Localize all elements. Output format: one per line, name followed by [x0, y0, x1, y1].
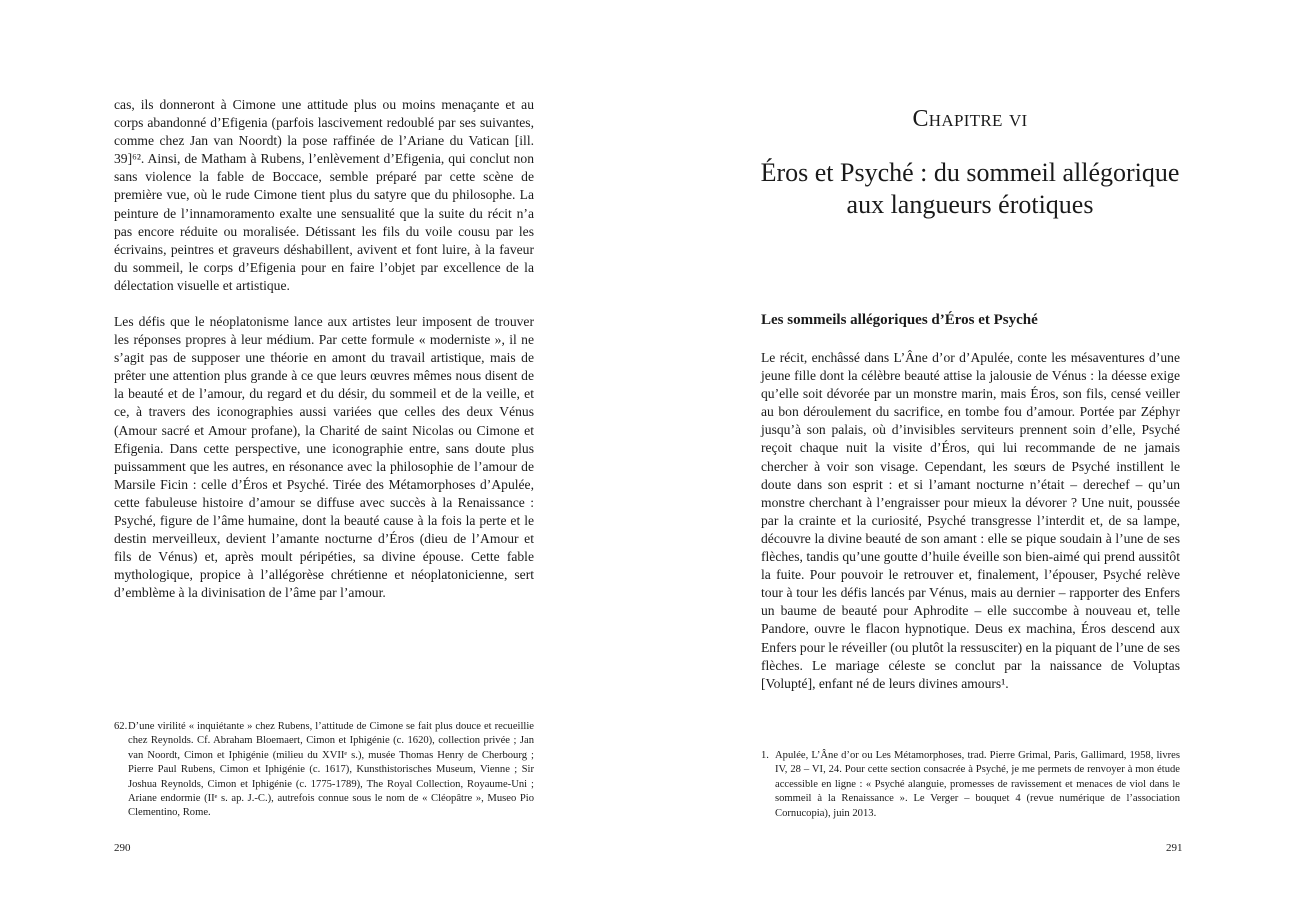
right-page-number: 291 — [1166, 842, 1183, 854]
left-paragraph-1 — [114, 96, 534, 295]
left-paragraph-2-text: Les défis que le néoplatonisme lance aux artistes leur imposent de trouver les réponses propres à leur médium. Par cette formule « moderniste », il ne s’agit pas de supposer une théorie en amont du travail artistique, mais de prêter une attention plus grande à ce que leurs œuvres mêmes nous disent de la beauté et de l’amour, du regard et du désir, du sommeil et de la veille, et ce, à travers des iconographies aussi variées que celles des deux Vénus (Amour sacré et Amour profane), la Charité de saint Nicolas ou Cimone et Efigenia. Dans cette perspective, une iconographie entre, sans doute plus puissamment que les autres, en résonance avec la philosophie de l’amour de Marsile Ficin : celle d’Éros et Psyché. Tirée des Métamorphoses d’Apulée, cette fabuleuse histoire d’amour se diffuse avec succès à la Renaissance : Psyché, figure de l’âme humaine, dont la beauté cause à la fois la perte et le destin merveilleux, devient l’amante nocturne d’Éros (dieu de l’Amour et fils de Vénus) et, après moult péripéties, sa divine épouse. Cette fable mythologique, propice à l’allégorèse chrétienne et néoplatonicienne, sert d’emblème à la divinisation de l’âme par l’amour. — [114, 314, 534, 601]
left-footnote-number: 62. — [114, 721, 128, 732]
right-footnote — [761, 749, 1180, 821]
right-paragraph-1 — [761, 349, 1180, 693]
left-page-number: 290 — [114, 842, 131, 854]
right-page — [646, 0, 1293, 913]
right-footnote-text: Apulée, L’Âne d’or ou Les Métamorphoses, trad. Pierre Grimal, Paris, Gallimard, 1958, livres IV, 28 – VI, 24. Pour cette section consacrée à Psyché, je me permets de renvoyer à mon étude accessible en ligne : « Psyché alanguie, promesses de ravissement et menaces de viol dans le sommeil à la Renaissance ». Le Verger – bouquet 4 (revue numérique de l’association Cornucopia), juin 2013. — [775, 750, 1180, 819]
right-footnote-number: 1. — [761, 750, 769, 761]
left-footnote-text: D’une virilité « inquiétante » chez Rubens, l’attitude de Cimone se fait plus douce et recueillie chez Reynolds. Cf. Abraham Bloemaert, Cimon et Iphigénie (c. 1620), collection privée ; Jan van Noordt, Cimon et Iphigénie (milieu du XVIIᵉ s.), musée Thomas Henry de Cherbourg ; Pierre Paul Rubens, Cimon et Iphigénie (c. 1617), Kunsthistorisches Museum, Vienne ; Sir Joshua Reynolds, Cimon et Iphigénie (c. 1775-1789), The Royal Collection, Royaume-Uni ; Ariane endormie (IIᵉ s. ap. J.-C.), autrefois connue sous le nom de « Cléopâtre », Museo Pio Clementino, Rome. — [128, 721, 534, 819]
left-page — [0, 0, 646, 913]
left-paragraph-1-text: cas, ils donneront à Cimone une attitude plus ou moins menaçante et au corps abandonné d’Efigenia (parfois lascivement redoublé par ses suivantes, comme chez Jan van Noordt) la pose raffinée de l’Ariane du Vatican [ill. 39]⁶². Ainsi, de Matham à Rubens, l’enlèvement d’Efigenia, qui conclut non sans violence la fable de Boccace, semble préparé par cette scène de première vue, où le rude Cimone tient plus du satyre que du philosophe. La peinture de l’innamoramento exalte une sensualité que la suite du récit n’a pas encore réduite ou moralisée. Détissant les fils du voile cousu par les écrivains, peintres et graveurs déshabillent, avivent et font luire, à la faveur du sommeil, le corps d’Efigenia pour en faire l’objet par excellence de la délectation visuelle et artistique. — [114, 97, 534, 293]
right-paragraph-1-text: Le récit, enchâssé dans L’Âne d’or d’Apulée, conte les mésaventures d’une jeune fille dont la célèbre beauté attise la jalousie de Vénus : la déesse exige qu’elle soit dévorée par un monstre marin, mais Éros, son fils, censé veiller au bon déroulement du sacrifice, en tombe fou d’amour. Portée par Zéphyr jusqu’à son palais, où d’invisibles serviteurs prennent soin d’elle, Psyché reçoit chaque nuit la visite d’Éros, qui lui recommande de ne jamais chercher à voir son visage. Cependant, les sœurs de Psyché instillent le doute dans son esprit : et si l’amant nocturne n’était – derechef – qu’un monstre cherchant à l’engraisser pour mieux la dévorer ? Une nuit, poussée par la crainte et la curiosité, Psyché transgresse l’interdit et, de sa lampe, découvre la divine beauté de son amant : elle se pique soudain à l’une de ses flèches, tandis qu’une goutte d’huile éveille son bien-aimé qui prend aussitôt la fuite. Pour pouvoir le retrouver et, finalement, l’épouser, Psyché relève tour à tour les défis lancés par Vénus, mais au dernier – rapporter des Enfers un baume de beauté pour Aphrodite – elle succombe à nouveau et, telle Pandore, ouvre le flacon hypnotique. Deus ex machina, Éros descend aux Enfers pour le réveiller (ou plutôt la ressusciter) en la piquant de l’une de ses flèches. Le mariage céleste se conclut par la naissance de Voluptas [Volupté], enfant né de leurs divines amours¹. — [761, 350, 1180, 691]
left-footnote — [114, 720, 534, 821]
left-paragraph-2 — [114, 313, 534, 603]
chapter-title: Éros et Psyché : du sommeil allégorique aux langueurs érotiques — [760, 158, 1180, 219]
section-heading: Les sommeils allégoriques d’Éros et Psyché — [761, 312, 1038, 328]
chapter-label: Chapitre vi — [912, 106, 1028, 132]
